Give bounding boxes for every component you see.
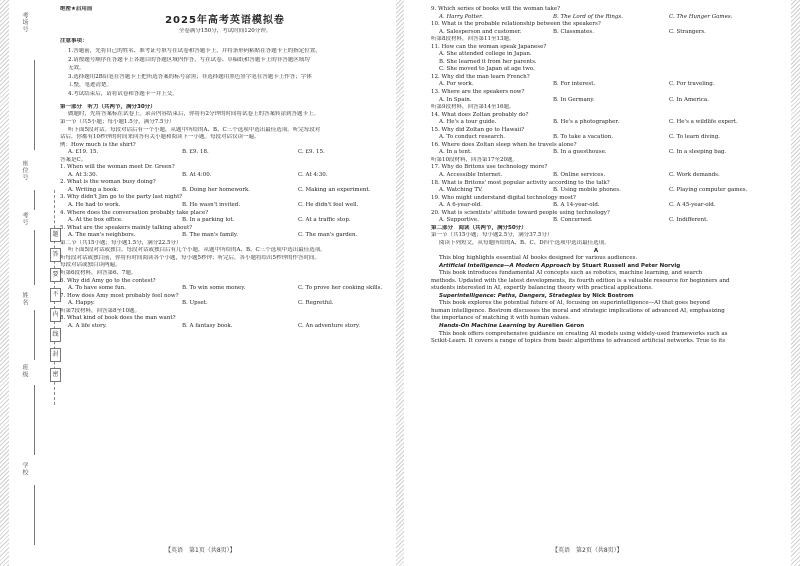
question-stem: 8. What kind of book does the man want? [60, 315, 176, 322]
question-options [431, 172, 761, 180]
instruction-line: 听每段对话或独白前，你将有时间阅读各个小题，每小题5秒钟；听完后，各小题将给出5秒钟的作答时间。 [60, 254, 321, 261]
question-stem: 5. What are the speakers mainly talking about? [60, 224, 193, 231]
book-title: Superintelligence: Paths, Dangers, Strategies [439, 292, 582, 299]
section-heading: 第二节（共15小题；每小题1.5分，满分22.5分） [60, 239, 182, 246]
option-a: A. To have some fun. [68, 285, 126, 292]
passage-text: Scikit-Learn. It covers a range of topics from basic algorithms to advanced artificial networks. True to its [431, 338, 726, 345]
question-options [60, 187, 390, 195]
option-a: A. The man's neighbors. [68, 232, 136, 239]
option-a: A. He's a tour guide. [439, 119, 497, 126]
option-c: C. In a sleeping bag. [669, 149, 727, 156]
note-line: 1.答题前，先将自己的姓名、准考证号填写在试卷和答题卡上，并将条形码粘贴在答题卡上的指定位置。 [68, 47, 321, 54]
question-options [431, 149, 761, 157]
question-options [431, 134, 761, 142]
question-stem: 2. What is the woman busy doing? [60, 179, 156, 186]
part1-heading: 第一部分 听力（共两节，满分30分） [60, 103, 156, 110]
instruction-line: 话后，你都有10秒钟的时间来回答有关小题和阅读下一小题。每段对话仅读一遍。 [60, 134, 260, 141]
instruction-line: 做题时，先将答案标在试卷上。录音内容结束后，你将有2分钟的时间将试卷上的答案转涂到答题卡上。 [68, 111, 320, 118]
question-options [431, 187, 761, 195]
book-author: by Nick Bostrom [582, 292, 634, 299]
left-hatch-border [0, 0, 9, 566]
passage-text: methods. Updated with the latest developments, its fourth edition is a valuable resource for beginners and [431, 277, 730, 284]
option-c: C. He's a wildlife expert. [669, 119, 738, 126]
option-a: A. Accessible Internet. [439, 172, 503, 179]
exam-room-label: 考场号 [21, 12, 28, 33]
material-label: 听第6段材料，回答第6、7题。 [60, 269, 137, 276]
section-heading: 第一节（共5小题；每小题1.5分，满分7.5分） [60, 119, 175, 126]
question-options [431, 81, 761, 89]
seat-line [34, 190, 35, 210]
option-a: A. Salesperson and customer. [439, 28, 522, 35]
option-a: A. Watching TV. [439, 187, 483, 194]
question-stem: 3. Why didn't Jim go to the party last night? [60, 194, 183, 201]
seat-label: 座位号 [21, 160, 28, 181]
material-label: 听第9段材料，回答第14至16题。 [431, 104, 515, 111]
question-options [60, 202, 390, 210]
question-options [60, 232, 390, 240]
option-b: B. Doing her homework. [182, 186, 251, 193]
binding-strip [10, 0, 59, 566]
name-label: 姓名 [21, 292, 28, 306]
right-hatch-border [791, 0, 800, 566]
option-b: B. In Germany. [553, 96, 595, 103]
option-a: A. Happy. [68, 300, 95, 307]
material-label: 听第10段材料，回答第17至20题。 [431, 156, 518, 163]
question-options [431, 29, 761, 37]
question-stem: 1. When will the woman meet Dr. Green? [60, 164, 175, 171]
note-line: 4.考试结束后，请将试卷和答题卡一并上交。 [68, 91, 178, 98]
option-a: A. She attended college in Japan. [439, 51, 532, 58]
left-column [60, 6, 390, 330]
material-label: 听第7段材料，回答第8至10题。 [60, 307, 140, 314]
question-stem: 6. Why did Amy go to the contest? [60, 277, 156, 284]
question-stem: 15. Why did Zoltan go to Hawaii? [431, 126, 525, 133]
id-line [34, 230, 35, 285]
option-c: C. A 45-year-old. [669, 202, 716, 209]
option-c: C. To learn diving. [669, 134, 720, 141]
option-b: B. Online services. [553, 172, 606, 179]
question-stem: 19. Who might understand digital technology most? [431, 194, 576, 201]
section-heading: 第一节（共15小题；每小题2.5分，满分37.5分） [431, 232, 553, 239]
seal-char: 答 [50, 248, 61, 262]
question-stem: 17. Why do Britons use technology more? [431, 164, 548, 171]
question-options [60, 323, 390, 331]
option-a: A. For work. [439, 81, 474, 88]
option-b: B. Upset. [182, 300, 208, 307]
option-a: A. At 3:30. [68, 171, 98, 178]
book-title: Hands-On Machine Learning [439, 322, 527, 329]
page-footer-left: 【英语 第1页（共8页）】 [165, 547, 236, 554]
center-hatch-border [396, 0, 404, 566]
option-c: C. To prove her cooking skills. [298, 285, 383, 292]
book-title: Artificial Intelligence—A Modern Approach [439, 262, 571, 269]
option-b: B. To win some money. [182, 285, 246, 292]
option-b: B. Using mobile phones. [553, 187, 621, 194]
seal-char: 密 [50, 368, 61, 382]
question-options [431, 202, 761, 210]
note-line: 工整，笔迹清楚。 [68, 81, 113, 88]
example-options [60, 149, 390, 157]
option-c: C. £9. 15. [298, 149, 325, 156]
question-stem: 20. What is scientists' attitude toward people using technology? [431, 209, 610, 216]
seal-char: 不 [50, 288, 61, 302]
option-c: C. She moved to Japan at age two. [439, 66, 535, 73]
note-line: 2.请按题号顺序在答题卡上各题目的答题区域内作答，写在试卷、草稿纸和答题卡上的非答题区域均 [68, 57, 310, 64]
seal-char: 要 [50, 268, 61, 282]
school-line [34, 485, 35, 545]
seal-char: 题 [50, 228, 61, 242]
option-a: A. At the box office. [68, 217, 123, 224]
question-stem: 9. Which series of books will the woman take? [431, 6, 561, 12]
question-stem: 16. Where does Zoltan sleep when he travels alone? [431, 141, 577, 148]
question-stem: 14. What does Zoltan probably do? [431, 111, 529, 118]
question-stem: 18. What is Britons' most popular activity according to the talk? [431, 179, 610, 186]
example-answer: 答案是C。 [60, 156, 87, 163]
option-b: B. Classmates. [553, 28, 594, 35]
instruction-line: 听下面5段对话或独白。每段对话或独白后有几个小题，从题中所给的A、B、C三个选项中选出最佳选项。 [68, 247, 326, 254]
option-c: C. At a traffic stop. [298, 217, 351, 224]
passage-label: A [593, 247, 599, 254]
material-label: 听第8段材料，回答第11至13题。 [431, 36, 515, 43]
seal-char: 内 [50, 308, 61, 322]
question-options [60, 285, 390, 293]
note-line: 无效。 [68, 64, 85, 71]
book-heading [431, 293, 761, 301]
page-footer-right: 【英语 第2页（共8页）】 [552, 547, 623, 554]
option-b: B. £9. 18. [182, 149, 209, 156]
book-heading [431, 323, 761, 331]
note-line: 3.选择题用2B铅笔在答题卡上把所选答案的标号涂黑；非选择题用黑色签字笔在答题卡上作答；字体 [68, 74, 312, 81]
option-a: A. A 6-year-old. [439, 202, 483, 209]
notes-heading: 注意事项： [60, 38, 88, 45]
option-c: C. The Hunger Games. [669, 13, 733, 20]
option-c: C. Strangers. [669, 28, 706, 35]
option-b: B. A 14-year-old. [553, 202, 600, 209]
option-a: A. In Spain. [439, 96, 472, 103]
question-stem: 12. Why did the man learn French? [431, 73, 530, 80]
instruction-line: 每段对话或独白读两遍。 [60, 262, 121, 269]
class-line [34, 385, 35, 455]
question-options [431, 217, 761, 225]
class-label: 班级 [21, 364, 28, 378]
option-c: C. The man's garden. [298, 232, 358, 239]
option-c: C. An adventure story. [298, 322, 360, 329]
passage-text: students interested in AI, expertly balancing theory with practical applications. [431, 285, 653, 292]
book-author: by Stuart Russell and Peter Norvig [572, 262, 681, 269]
exam-room-line [34, 60, 35, 150]
option-c: C. For traveling. [669, 81, 715, 88]
option-b: B. At 4:00. [182, 171, 212, 178]
question-stem: 11. How can the woman speak Japanese? [431, 43, 547, 50]
question-stem: 10. What is the probable relationship between the speakers? [431, 21, 601, 28]
seal-char: 线 [50, 328, 61, 342]
option-a: A. In a tent. [439, 149, 472, 156]
page-title: 2025年高考英语模拟卷 [165, 14, 285, 26]
option-b: B. To take a vacation. [553, 134, 614, 141]
option-b: B. She learned it from her parents. [439, 58, 537, 65]
option-b: B. A fantasy book. [182, 322, 233, 329]
part2-heading: 第二部分 阅读（共两节，满分50分） [431, 224, 527, 231]
option-c: C. Indifferent. [669, 217, 709, 224]
book-heading [431, 263, 761, 271]
option-b: B. In a guesthouse. [553, 149, 607, 156]
instruction-line: 阅读下列短文，从每题所给的A、B、C、D四个选项中选出最佳选项。 [439, 239, 610, 246]
question-options [431, 14, 761, 22]
right-column [431, 6, 761, 346]
option-a: A. He had to work. [68, 202, 121, 209]
question-options [431, 97, 761, 105]
option-c: C. At 4:30. [298, 171, 328, 178]
confidential-mark: 绝密★启用前 [60, 6, 93, 12]
question-options [60, 172, 390, 180]
option-b: B. For interest. [553, 81, 596, 88]
exam-id-label: 考号 [21, 212, 28, 226]
question-options [431, 119, 761, 127]
passage-text: This book offers comprehensive guidance on creating AI models using widely-used frameworks such as [439, 330, 728, 337]
option-a: A. To conduct research. [439, 134, 506, 141]
question-stem: 7. How does Amy most probably feel now? [60, 292, 179, 299]
seal-char: 封 [50, 348, 61, 362]
question-options [60, 300, 390, 308]
option-b: B. Concerned. [553, 217, 593, 224]
option-b: B. The man's family. [182, 232, 239, 239]
passage-text: This book introduces fundamental AI concepts such as robotics, machine learning, and search [439, 270, 703, 277]
option-b: B. He wasn't invited. [182, 202, 241, 209]
question-options [60, 217, 390, 225]
option-c: C. Making an experiment. [298, 186, 371, 193]
option-b: B. The Lord of the Rings. [553, 13, 623, 20]
passage-text: This book explores the potential future of AI, focusing on superintelligence—AI that goes beyond [439, 300, 710, 307]
instruction-line: 听下面5段对话。每段对话后有一个小题，从题中所给的A、B、C三个选项中选出最佳选项。听完每段对 [68, 126, 321, 133]
exam-subtitle: 全卷满分150分，考试时间120分钟。 [178, 27, 272, 34]
question-stem: 4. Where does the conversation probably take place? [60, 209, 209, 216]
option-a: A. A life story. [68, 322, 107, 329]
option-c: C. Work demands. [669, 172, 720, 179]
option-a: A. Harry Potter. [439, 13, 483, 20]
book-author: by Aurélien Géron [528, 322, 585, 329]
option-c: C. Regretful. [298, 300, 334, 307]
option-a: A. Writing a book. [68, 186, 119, 193]
example-question: 例：How much is the shirt? [60, 141, 136, 148]
option-c: C. In America. [669, 96, 709, 103]
name-line [34, 310, 35, 360]
passage-text: human intelligence. Bostrom discusses the moral and strategic implications of advanced AI, emphasizing [431, 307, 725, 314]
school-label: 学校 [21, 462, 28, 476]
passage-text: the importance of matching it with human values. [431, 315, 571, 322]
option-a: A. £19. 15. [68, 149, 99, 156]
option-b: B. He's a photographer. [553, 119, 620, 126]
option-c: C. Playing computer games. [669, 187, 748, 194]
option-a: A. Supportive. [439, 217, 479, 224]
passage-intro: This blog highlights essential AI books designed for various audiences. [439, 255, 638, 262]
question-stem: 13. Where are the speakers now? [431, 89, 525, 96]
option-b: B. In a parking lot. [182, 217, 235, 224]
option-c: C. He didn't feel well. [298, 202, 359, 209]
